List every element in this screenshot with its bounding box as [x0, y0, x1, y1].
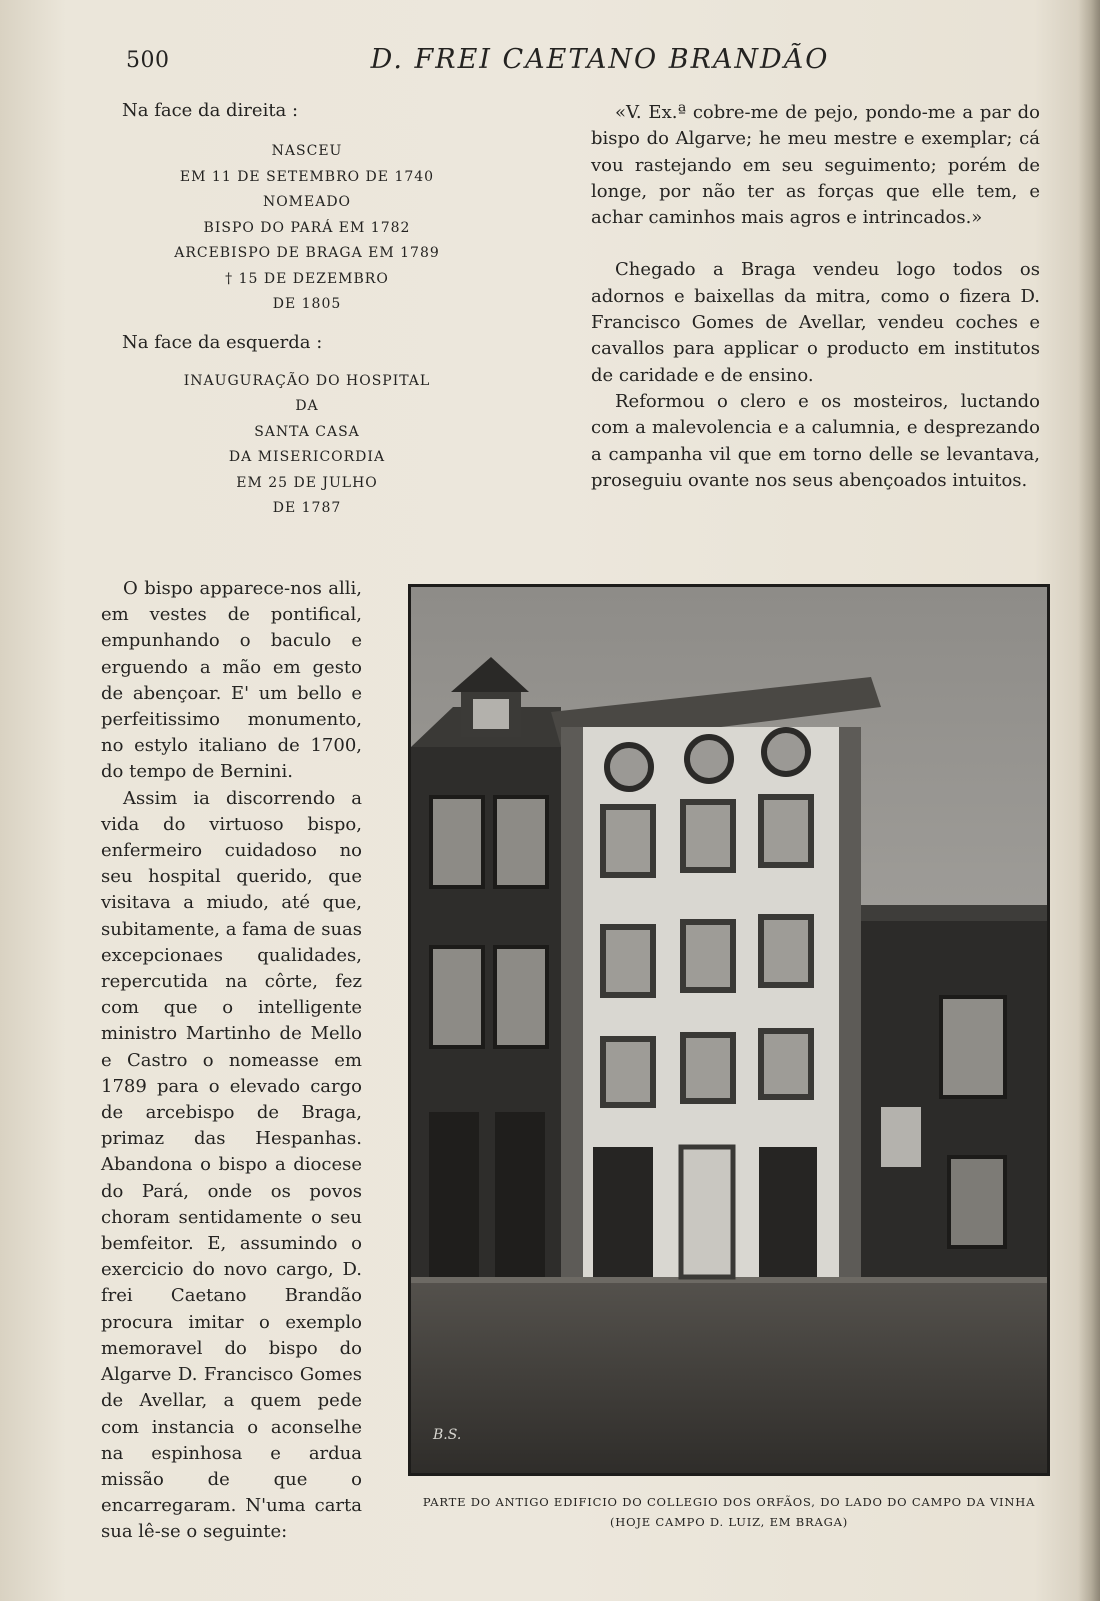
inscription-line: DE 1805	[272, 296, 342, 312]
figure-caption	[408, 1492, 1050, 1532]
building-photo-illustration	[411, 587, 1047, 1473]
inscription-line: NASCEU	[271, 143, 343, 159]
inscription-line: ARCEBISPO DE BRAGA EM 1789	[174, 245, 440, 261]
body-paragraph: Chegado a Braga vendeu logo todos os adornos e baixellas da mitra, como o fizera D. Francisco Gomes de Avellar, vendeu coches e cavallos para applicar o producto em institutos de caridade e de ensino.	[591, 259, 1040, 386]
body-paragraph: Assim ia discorrendo a vida do virtuoso bispo, enfermeiro cuidadoso no seu hospital querido, que visitava a miudo, até que, subitamente, a fama de suas excepcionaes qualidades, repercutida na côrte, fez com que o intelligente ministro Martinho de Mello e Castro o nomeasse em 1789 para o elevado cargo de arcebispo de Braga, primaz das Hespanhas. Abandona o bispo a diocese do Pará, onde os povos choram sentidamente o seu bemfeitor. E, assumindo o exercicio do novo cargo, D. frei Caetano Brandão procura imitar o exemplo memoravel do bispo do Algarve D. Francisco Gomes de Avellar, a quem pede com instancia o aconselhe na espinhosa e ardua missão de que o encarregaram. N'uma carta sua lê-se o seguinte:	[101, 787, 362, 1543]
caption-line: (HOJE CAMPO D. LUIZ, EM BRAGA)	[610, 1515, 848, 1529]
inscription-line: BISPO DO PARÁ EM 1782	[203, 219, 411, 236]
right-face-inscription	[122, 139, 492, 318]
inscription-line: EM 25 DE JULHO	[236, 474, 378, 491]
left-face-label: Na face da esquerda :	[122, 331, 323, 353]
left-face-inscription	[122, 369, 492, 522]
inscription-line: EM 11 DE SETEMBRO DE 1740	[179, 168, 435, 185]
body-paragraph: Reformou o clero e os mosteiros, luctando com a malevolencia e a calumnia, e desprezando a campanha vil que em torno delle se levantava, proseguiu ovante nos seus abençoados intuitos.	[591, 390, 1040, 491]
inscription-line: † 15 DE DEZEMBRO	[225, 270, 389, 287]
caption-line: PARTE DO ANTIGO EDIFICIO DO COLLEGIO DOS ORFÃOS, DO LADO DO CAMPO DA VINHA	[422, 1495, 1036, 1509]
inscription-line: INAUGURAÇÃO DO HOSPITAL	[183, 372, 431, 389]
left-column-text	[101, 576, 362, 1546]
page-edge-shadow	[1078, 0, 1100, 1601]
body-paragraph: O bispo apparece-nos alli, em vestes de pontifical, empunhando o baculo e erguendo a mão em gesto de abençoar. E' um bello e perfeitissimo monumento, no estylo italiano de 1700, do tempo de Bernini.	[101, 578, 362, 783]
right-column-text	[591, 100, 1040, 494]
inscription-line: SANTA CASA	[254, 423, 360, 440]
inscription-line: NOMEADO	[262, 194, 352, 210]
inscription-line: DA	[295, 398, 319, 414]
inscriptions-block	[122, 100, 492, 522]
inscription-line: DE 1787	[272, 500, 342, 516]
running-title: D. FREI CAETANO BRANDÃO	[370, 44, 830, 75]
inscription-line: DA MISERICORDIA	[228, 449, 386, 465]
page-number: 500	[126, 48, 170, 73]
letter-quote: «V. Ex.ª cobre-me de pejo, pondo-me a par do bispo do Algarve; he meu mestre e exemplar; cá vou rastejando em seu seguimento; porém de longe, por não ter as forças que elle tem, e achar caminhos mais agros e intrincados.»	[591, 102, 1040, 229]
right-face-label: Na face da direita :	[122, 100, 299, 121]
building-photograph	[408, 584, 1050, 1476]
photo-signature: B.S.	[433, 1427, 462, 1443]
